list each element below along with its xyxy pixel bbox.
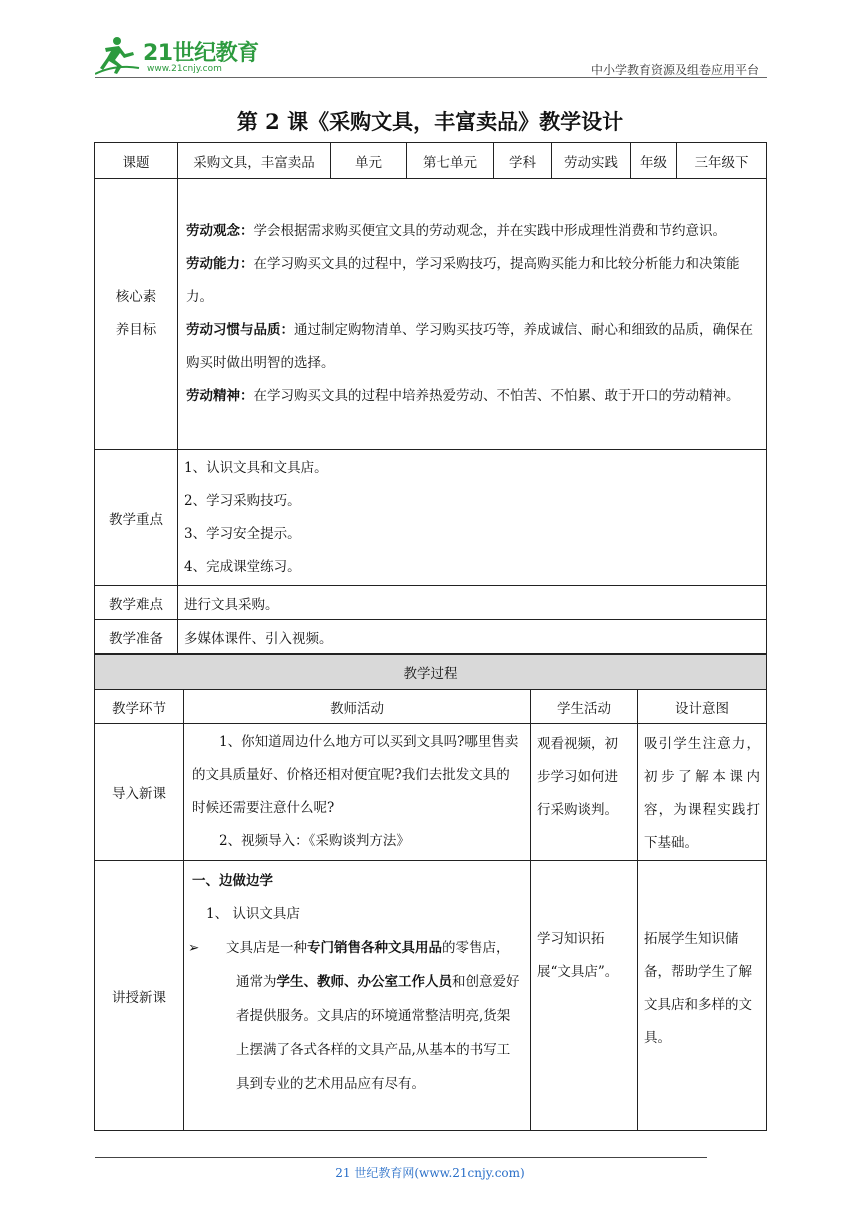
bullet-bold: 专门销售各种文具用品 [307, 940, 442, 956]
new-stage: 讲授新课 [95, 861, 184, 1131]
goals-label-line-2: 养目标 [115, 322, 157, 338]
column-stage: 教学环节 [95, 690, 184, 724]
difficulty-label: 教学难点 [95, 586, 178, 620]
grade-value: 三年级下 [677, 143, 767, 179]
bullet-bold: 学生、教师、办公室工作人员 [276, 974, 452, 990]
intro-teacher [184, 724, 531, 861]
footer-divider [95, 1157, 707, 1158]
process-table [94, 654, 767, 1131]
goals-content [178, 179, 767, 450]
goal-item [186, 380, 758, 413]
header-divider [95, 77, 767, 78]
info-row [95, 143, 767, 179]
arrow-bullet-icon: ➢ [188, 940, 200, 956]
difficulty-row [95, 586, 767, 620]
preparation-row [95, 620, 767, 654]
intro-intent [638, 724, 767, 861]
intro-intent-text: 吸引学生注意力，初步了解本课内容，为课程实践打下基础。 [644, 736, 760, 851]
new-intent [638, 861, 767, 1131]
goal-item [186, 248, 758, 314]
sub-heading: 1、 认识文具店 [206, 906, 300, 922]
new-student [531, 861, 638, 1131]
key-point-item: 1、认识文具和文具店。 [184, 459, 328, 476]
new-lesson-row [95, 861, 767, 1131]
goal-text: 通过制定购物清单、学习购买技巧等，养成诚信、耐心和细致的品质，确保在购买时做出明智的选择。 [186, 322, 753, 371]
process-columns-row [95, 690, 767, 724]
logo-url: www.21cnjy.com [147, 64, 222, 74]
preparation-value: 多媒体课件、引入视频。 [178, 620, 767, 654]
topic-value: 采购文具，丰富卖品 [178, 143, 331, 179]
goal-text: 在学习购买文具的过程中培养热爱劳动、不怕苦、不怕累、敢于开口的劳动精神。 [253, 388, 740, 404]
column-teacher: 教师活动 [184, 690, 531, 724]
lesson-plan-table [94, 142, 767, 654]
goals-row [95, 179, 767, 450]
footer-text: 21 世纪教育网(www.21cnjy.com) [335, 1166, 525, 1180]
goal-head: 劳动观念： [186, 223, 254, 239]
unit-value: 第七单元 [407, 143, 494, 179]
page-header [95, 34, 767, 78]
intro-student-text: 观看视频，初步学习如何进行采购谈判。 [537, 736, 618, 818]
intro-teacher-2: 2、视频导入：《采购谈判方法》 [219, 833, 410, 849]
key-point-item: 4、完成课堂练习。 [184, 558, 301, 575]
subject-label: 学科 [494, 143, 552, 179]
difficulty-value: 进行文具采购。 [178, 586, 767, 620]
column-intent: 设计意图 [638, 690, 767, 724]
goal-head: 劳动能力： [186, 256, 254, 272]
bullet-text: 的零售店，通常为 [236, 940, 510, 990]
logo-text: 21世纪教育 [143, 41, 259, 66]
subject-value: 劳动实践 [552, 143, 631, 179]
key-points-row [95, 450, 767, 586]
bullet-text: 文具店是一种 [226, 940, 307, 956]
goal-head: 劳动习惯与品质： [186, 322, 294, 338]
new-teacher [184, 861, 531, 1131]
goals-label [95, 179, 178, 450]
key-points-label: 教学重点 [95, 450, 178, 586]
goal-item [186, 215, 758, 248]
intro-row [95, 724, 767, 861]
unit-label: 单元 [331, 143, 407, 179]
process-heading-row [95, 655, 767, 690]
goal-head: 劳动精神： [186, 388, 254, 404]
key-point-item: 3、学习安全提示。 [184, 525, 301, 542]
column-student: 学生活动 [531, 690, 638, 724]
preparation-label: 教学准备 [95, 620, 178, 654]
grade-label: 年级 [631, 143, 677, 179]
goal-item [186, 314, 758, 380]
intro-teacher-1: 1、你知道周边什么地方可以买到文具吗?哪里售卖的文具质量好、价格还相对便宜呢?我们去批发文具的时候还需要注意什么呢? [192, 734, 519, 816]
bullet-text: 和创意爱好者提供服务。文具店的环境通常整洁明亮,货架上摆满了各式各样的文具产品,从基本的书写工具到专业的艺术用品应有尽有。 [236, 974, 520, 1092]
key-point-item: 2、学习采购技巧。 [184, 492, 301, 509]
platform-name: 中小学教育资源及组卷应用平台 [590, 63, 759, 77]
goals-label-line-1: 核心素 [115, 289, 157, 305]
bullet-paragraph [188, 931, 522, 1101]
new-intent-text: 拓展学生知识储备，帮助学生了解文具店和多样的文具。 [644, 931, 752, 1046]
goal-text: 在学习购买文具的过程中，学习采购技巧，提高购买能力和比较分析能力和决策能力。 [186, 256, 740, 305]
goal-text: 学会根据需求购买便宜文具的劳动观念，并在实践中形成理性消费和节约意识。 [253, 223, 726, 239]
intro-student [531, 724, 638, 861]
new-student-text: 学习知识拓展“文具店”。 [537, 931, 619, 980]
process-heading: 教学过程 [95, 655, 767, 690]
topic-label: 课题 [95, 143, 178, 179]
intro-stage: 导入新课 [95, 724, 184, 861]
section-heading: 一、边做边学 [192, 873, 273, 889]
key-points-content [178, 450, 767, 586]
page-title: 第 2 课《采购文具，丰富卖品》教学设计 [236, 109, 624, 134]
